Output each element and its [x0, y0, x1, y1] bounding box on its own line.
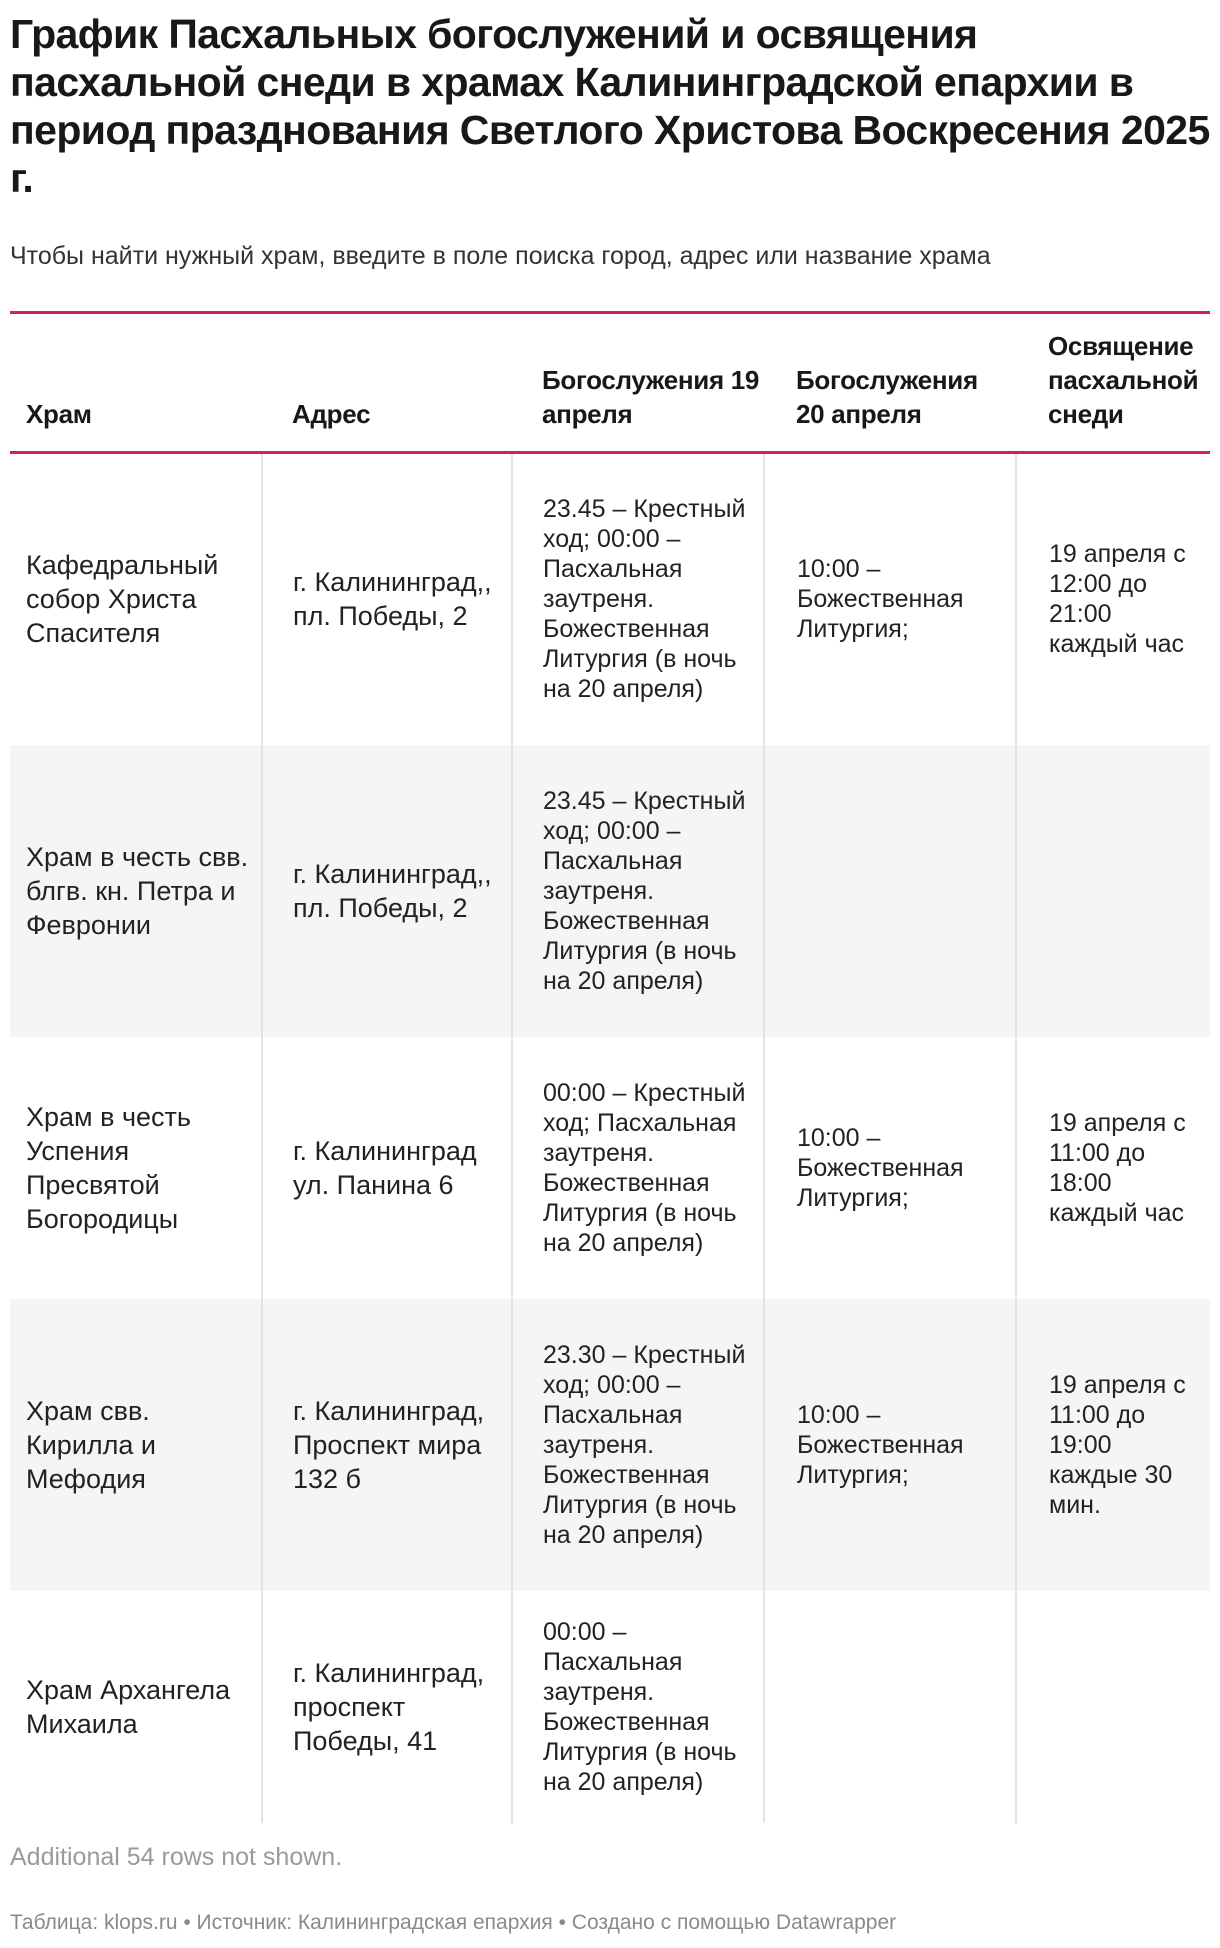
- services-20-cell: 10:00 – Божественная Литургия;: [764, 1037, 1016, 1299]
- table-header-row: [10, 313, 1210, 453]
- address-cell: г. Калининград, Проспект мира 132 б: [262, 1299, 512, 1591]
- temple-cell: Храм Архангела Михаила: [26, 1674, 231, 1739]
- services-19-cell: 00:00 – Пасхальная заутреня. Божественная Литургия (в ночь на 20 апреля): [512, 1591, 764, 1823]
- services-19-cell: 23.45 – Крестный ход; 00:00 – Пасхальная заутреня. Божественная Литургия (в ночь на 20 апреля): [512, 745, 764, 1037]
- schedule-table: [10, 311, 1210, 1823]
- temple-cell: Храм свв. Кирилла и Мефодия: [26, 1395, 157, 1494]
- table-body: [10, 453, 1210, 1823]
- temple-cell: Храм в честь свв. блгв. кн. Петра и Февронии: [26, 841, 249, 940]
- page-subtitle: Чтобы найти нужный храм, введите в поле поиска город, адрес или название храма: [10, 242, 991, 270]
- address-cell: г. Калининград,, пл. Победы, 2: [262, 745, 512, 1037]
- page-title: График Пасхальных богослужений и освящения пасхальной снеди в храмах Калининградской епархии в период празднования Светлого Христова Воскресения 2025 г.: [10, 11, 1210, 201]
- column-header-address[interactable]: Адрес: [292, 399, 371, 429]
- services-20-cell: [764, 1591, 1016, 1823]
- address-cell: г. Калининград,, пл. Победы, 2: [262, 453, 512, 745]
- more-rows-note: Additional 54 rows not shown.: [10, 1843, 343, 1871]
- table-header: [10, 313, 1210, 453]
- column-header-blessing[interactable]: Освящение пасхальной снеди: [1048, 331, 1199, 429]
- blessing-cell: [1016, 1591, 1210, 1823]
- table-row: [10, 1591, 1210, 1823]
- blessing-cell: 19 апреля с 11:00 до 19:00 каждые 30 мин.: [1016, 1299, 1210, 1591]
- blessing-cell: 19 апреля с 12:00 до 21:00 каждый час: [1016, 453, 1210, 745]
- temple-cell: Храм в честь Успения Пресвятой Богородицы: [26, 1101, 191, 1234]
- address-cell: г. Калининград, проспект Победы, 41: [262, 1591, 512, 1823]
- footer-credits: Таблица: klops.ru • Источник: Калининградская епархия • Создано с помощью Datawrapper: [10, 1911, 897, 1934]
- table-row: [10, 745, 1210, 1037]
- column-header-temple[interactable]: Храм: [26, 399, 92, 429]
- table-row: [10, 1299, 1210, 1591]
- services-20-cell: 10:00 – Божественная Литургия;: [764, 1299, 1016, 1591]
- services-20-cell: [764, 745, 1016, 1037]
- address-cell: г. Калининград ул. Панина 6: [262, 1037, 512, 1299]
- services-19-cell: 23.30 – Крестный ход; 00:00 – Пасхальная заутреня. Божественная Литургия (в ночь на 20 апреля): [512, 1299, 764, 1591]
- services-19-cell: 23.45 – Крестный ход; 00:00 – Пасхальная заутреня. Божественная Литургия (в ночь на 20 апреля): [512, 453, 764, 745]
- table-row: [10, 453, 1210, 745]
- table-row: [10, 1037, 1210, 1299]
- column-header-services-19[interactable]: Богослужения 19 апреля: [542, 365, 760, 429]
- blessing-cell: 19 апреля с 11:00 до 18:00 каждый час: [1016, 1037, 1210, 1299]
- services-19-cell: 00:00 – Крестный ход; Пасхальная заутреня. Божественная Литургия (в ночь на 20 апреля): [512, 1037, 764, 1299]
- temple-cell: Кафедральный собор Христа Спасителя: [26, 550, 219, 649]
- services-20-cell: 10:00 – Божественная Литургия;: [764, 453, 1016, 745]
- column-header-services-20[interactable]: Богослужения 20 апреля: [796, 365, 978, 429]
- blessing-cell: [1016, 745, 1210, 1037]
